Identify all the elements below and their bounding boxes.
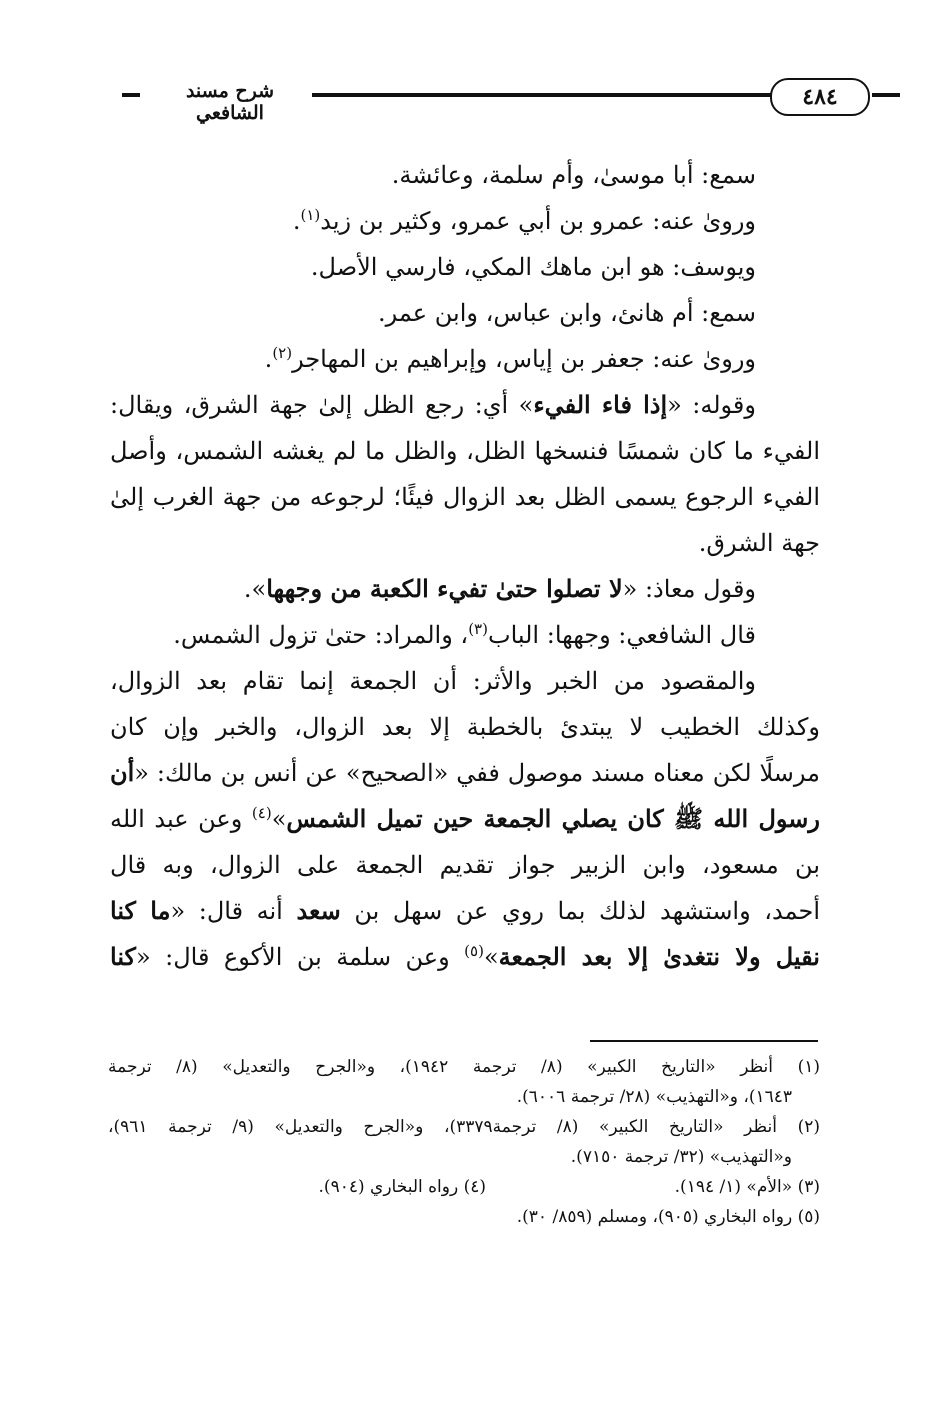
text-line-11: قال الشافعي: وجهها: الباب$^{(٣)}$، والمراد: حتىٰ تزول الشمس. <box>173 620 756 649</box>
book-title: شرح مسند الشافعي <box>185 80 275 124</box>
footnote-ref-2[interactable]: (٢) <box>272 344 293 362</box>
footnote-row-3-4 <box>108 1172 820 1202</box>
footnote-2: (٢) أنظر «التاريخ الكبير» (٨/ ترجمة٣٣٧٩)، و«الجرح والتعديل» (٩/ ترجمة ٩٦١)، <box>108 1117 820 1137</box>
footnote-2-continued: و«التهذيب» (٣٢/ ترجمة ٧١٥٠). <box>570 1147 792 1167</box>
footnote-ref-3[interactable]: (٣) <box>468 620 488 638</box>
footnote-5: (٥) رواه البخاري (٩٠٥)، ومسلم (٨٥٩/ ٣٠). <box>516 1207 820 1227</box>
footnote-1-continued: ١٦٤٣)، و«التهذيب» (٢٨/ ترجمة ٦٠٠٦). <box>516 1087 792 1107</box>
text-line-13: وكذلك الخطيب لا يبتدئ بالخطبة إلا بعد الزوال، والخبر وإن كان <box>110 713 820 741</box>
footnote-separator <box>590 1040 818 1042</box>
footnotes <box>108 1052 820 1232</box>
page-number: ٤٨٤ <box>770 78 870 116</box>
text-line-3: ويوسف: هو ابن ماهك المكي، فارسي الأصل. <box>310 253 756 281</box>
footnote-1: (١) أنظر «التاريخ الكبير» (٨/ ترجمة ١٩٤٢)، و«الجرح والتعديل» (٨/ ترجمة <box>108 1057 820 1077</box>
text-line-17: أحمد، واستشهد لذلك بما روي عن سهل بن سعد أنه قال: «ما كنا <box>110 896 820 925</box>
text-line-5: ورویٰ عنه: جعفر بن إياس، وإبراهيم بن المهاجر$^{(٢)}$. <box>264 344 756 373</box>
text-line-1: سمع: أبا موسىٰ، وأم سلمة، وعائشة. <box>391 161 756 189</box>
text-line-6: وقوله: «إذا فاء الفيء» أي: رجع الظل إلىٰ جهة الشرق، ويقال: <box>110 390 756 419</box>
text-line-7: الفيء ما كان شمسًا فنسخها الظل، والظل ما لم يغشه الشمس، وأصل <box>110 437 820 465</box>
text-line-10: وقول معاذ: «لا تصلوا حتىٰ تفيء الكعبة من وجهها». <box>243 574 756 603</box>
footnote-4: (٤) رواه البخاري (٩٠٤). <box>318 1177 486 1197</box>
text-line-4: سمع: أم هانئ، وابن عباس، وابن عمر. <box>378 299 756 327</box>
page-header <box>100 78 838 124</box>
text-line-9: جهة الشرق. <box>698 529 820 557</box>
main-text <box>110 152 820 980</box>
header-rule-left <box>122 93 140 97</box>
text-line-2: ورویٰ عنه: عمرو بن أبي عمرو، وكثير بن زيد$^{(١)}$. <box>292 206 756 235</box>
footnote-ref-5[interactable]: (٥) <box>464 942 484 960</box>
footnote-ref-4[interactable]: (٤) <box>251 804 272 822</box>
text-line-18: نقيل ولا نتغدىٰ إلا بعد الجمعة»$^{(٥)}$ وعن سلمة بن الأكوع قال: «كنا <box>110 942 820 971</box>
text-line-16: بن مسعود، وابن الزبير جواز تقديم الجمعة على الزوال، وبه قال <box>110 851 821 879</box>
text-line-8: الفيء الرجوع يسمى الظل بعد الزوال فيئًا؛ لرجوعه من جهة الغرب إلىٰ <box>110 483 820 511</box>
text-line-15: رسول الله ﷺ كان يصلي الجمعة حين تميل الشمس»$^{(٤)}$ وعن عبد الله <box>110 804 820 833</box>
text-line-14: مرسلًا لكن معناه مسند موصول ففي «الصحيح» عن أنس بن مالك: «أن <box>110 758 820 787</box>
footnote-3: (٣) «الأم» (١/ ١٩٤). <box>674 1177 820 1197</box>
header-rule-middle <box>312 93 774 97</box>
header-rule-right <box>872 93 900 97</box>
text-line-12: والمقصود من الخبر والأثر: أن الجمعة إنما تقام بعد الزوال، <box>110 667 756 695</box>
footnote-ref-1[interactable]: (١) <box>300 206 321 224</box>
